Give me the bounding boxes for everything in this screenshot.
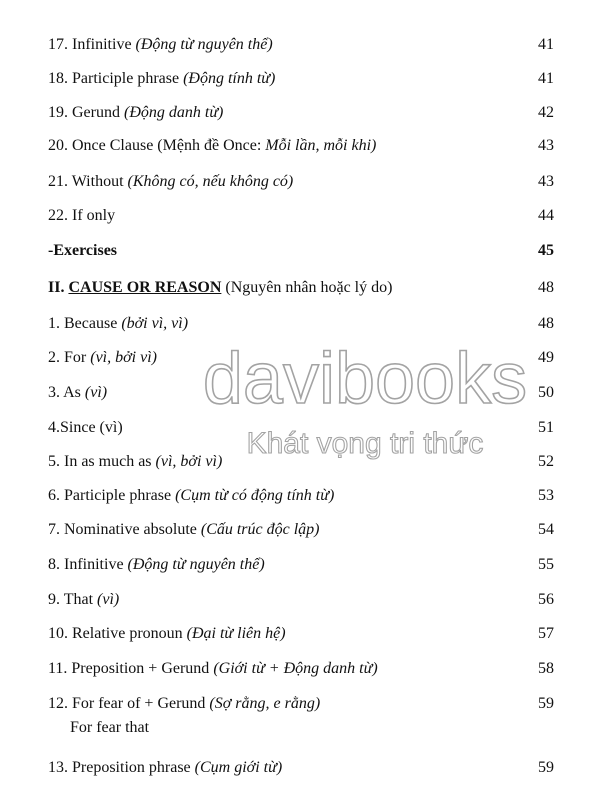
entry-label: 12. For fear of + Gerund bbox=[48, 695, 206, 712]
page-number: 48 bbox=[538, 279, 554, 296]
entry-text bbox=[48, 621, 286, 647]
toc-entry-since bbox=[48, 415, 554, 441]
entry-label: 3. As bbox=[48, 384, 81, 401]
watermark-tagline: Khát vọng tri thức bbox=[246, 427, 484, 460]
section-title: CAUSE OR REASON bbox=[68, 279, 222, 296]
page-number: 42 bbox=[538, 104, 554, 121]
toc-entry-in-as-much-as bbox=[48, 449, 554, 475]
entry-label: 7. Nominative absolute bbox=[48, 521, 197, 538]
toc-entry-participle-phrase bbox=[48, 66, 554, 92]
entry-label: 19. Gerund bbox=[48, 104, 120, 121]
page-number: 45 bbox=[538, 242, 554, 259]
entry-label: 5. In as much as bbox=[48, 453, 152, 470]
entry-note: (Cấu trúc độc lập) bbox=[200, 521, 320, 538]
entry-text bbox=[48, 32, 273, 58]
entry-note: (Động tính từ) bbox=[183, 70, 276, 87]
entry-text bbox=[48, 755, 282, 781]
entry-note: (Đại từ liên hệ) bbox=[186, 625, 286, 642]
entry-note: (Động danh từ) bbox=[123, 104, 224, 121]
entry-sub-label: For fear that bbox=[70, 719, 150, 736]
section-number: II. bbox=[48, 279, 65, 296]
toc-entry-once-clause bbox=[48, 133, 554, 159]
page-number: 53 bbox=[538, 487, 554, 504]
toc-entry-for bbox=[48, 345, 554, 371]
entry-label: 6. Participle phrase bbox=[48, 487, 172, 504]
entry-label: 1. Because bbox=[48, 315, 118, 332]
entry-text bbox=[48, 587, 119, 613]
toc-entry-infinitive-2 bbox=[48, 552, 554, 578]
entry-text bbox=[48, 449, 222, 475]
entry-note: (Động từ nguyên thể) bbox=[127, 556, 265, 573]
entry-text bbox=[48, 100, 223, 126]
page-number: 59 bbox=[538, 695, 554, 712]
page-number: 41 bbox=[538, 36, 554, 53]
toc-entry-if-only bbox=[48, 203, 554, 229]
page-number: 52 bbox=[538, 453, 554, 470]
entry-note: (Cụm giới từ) bbox=[194, 759, 283, 776]
toc-entry-that bbox=[48, 587, 554, 613]
toc-entry-preposition-phrase bbox=[48, 755, 554, 781]
entry-text bbox=[48, 552, 265, 578]
toc-entry-infinitive bbox=[48, 32, 554, 58]
page-number: 54 bbox=[538, 521, 554, 538]
toc-entry-because bbox=[48, 311, 554, 337]
entry-note: (vì, bởi vì) bbox=[90, 349, 157, 366]
entry-label: 9. That bbox=[48, 591, 94, 608]
page-number: 55 bbox=[538, 556, 554, 573]
entry-text bbox=[48, 656, 378, 682]
page-number: 49 bbox=[538, 349, 554, 366]
page-number: 56 bbox=[538, 591, 554, 608]
page-number: 41 bbox=[538, 70, 554, 87]
toc-entry-without bbox=[48, 169, 554, 195]
entry-text bbox=[48, 691, 320, 717]
entry-label: 20. Once Clause (Mệnh đề Once: bbox=[48, 137, 262, 154]
entry-text bbox=[48, 483, 334, 509]
entry-text bbox=[48, 345, 157, 371]
page-number: 43 bbox=[538, 137, 554, 154]
entry-note: (bởi vì, vì) bbox=[121, 315, 189, 332]
entry-note: (vì) bbox=[97, 591, 120, 608]
entry-text bbox=[48, 203, 115, 229]
entry-label: 10. Relative pronoun bbox=[48, 625, 183, 642]
page-number: 57 bbox=[538, 625, 554, 642]
entry-label: 2. For bbox=[48, 349, 87, 366]
toc-entry-relative-pronoun bbox=[48, 621, 554, 647]
entry-text bbox=[48, 517, 320, 543]
page-number: 50 bbox=[538, 384, 554, 401]
entry-note: (vì) bbox=[84, 384, 108, 401]
entry-label: 8. Infinitive bbox=[48, 556, 124, 573]
entry-label: 17. Infinitive bbox=[48, 36, 132, 53]
toc-entry-gerund bbox=[48, 100, 554, 126]
entry-text bbox=[48, 66, 275, 92]
entry-label: 22. If only bbox=[48, 207, 116, 224]
page-number: 48 bbox=[538, 315, 554, 332]
entry-label: -Exercises bbox=[48, 242, 118, 259]
toc-entry-for-fear-of bbox=[48, 691, 554, 741]
page-number: 44 bbox=[538, 207, 554, 224]
entry-text bbox=[48, 133, 376, 159]
entry-label: 18. Participle phrase bbox=[48, 70, 180, 87]
entry-label: 13. Preposition phrase bbox=[48, 759, 191, 776]
entry-note: (Giới từ + Động danh từ) bbox=[213, 660, 378, 677]
toc-entry-participle-phrase-2 bbox=[48, 483, 554, 509]
toc-entry-as bbox=[48, 380, 554, 406]
entry-text bbox=[48, 169, 293, 195]
section-note: (Nguyên nhân hoặc lý do) bbox=[225, 279, 393, 296]
entry-note: (vì, bởi vì) bbox=[155, 453, 223, 470]
entry-label: 21. Without bbox=[48, 173, 124, 190]
toc-entry-nominative-absolute bbox=[48, 517, 554, 543]
toc-entry-preposition-gerund bbox=[48, 656, 554, 682]
page-number: 51 bbox=[538, 419, 554, 436]
entry-label: 4.Since (vì) bbox=[48, 419, 123, 436]
entry-text bbox=[48, 380, 107, 406]
entry-note: (Sợ rằng, e rằng) bbox=[209, 695, 321, 712]
entry-note: (Không có, nếu không có) bbox=[127, 173, 294, 190]
entry-text bbox=[48, 275, 392, 301]
entry-note: (Cụm từ có động tính từ) bbox=[175, 487, 335, 504]
page-number: 43 bbox=[538, 173, 554, 190]
entry-note: Mỗi lần, mỗi khi) bbox=[265, 137, 377, 154]
entry-note: (Động từ nguyên thể) bbox=[135, 36, 273, 53]
toc-entry-exercises bbox=[48, 238, 554, 264]
entry-label: 11. Preposition + Gerund bbox=[48, 660, 210, 677]
page-number: 59 bbox=[538, 759, 554, 776]
page-number: 58 bbox=[538, 660, 554, 677]
toc-section-heading bbox=[48, 275, 554, 301]
entry-text bbox=[48, 311, 188, 337]
watermark-brand: davibooks bbox=[202, 339, 528, 419]
